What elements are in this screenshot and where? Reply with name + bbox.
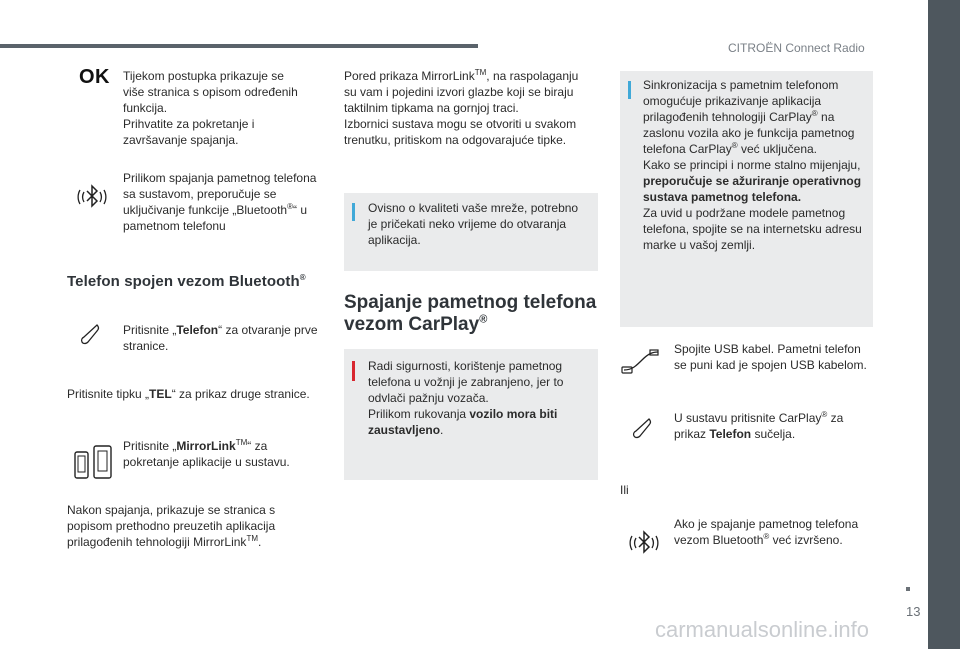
bluetooth-icon <box>624 522 664 562</box>
warning-box-safety: Radi sigurnosti, korištenje pametnog telefona u vožnji je zabranjeno, jer to odvlači pažnju vozača. Prilikom rukovanja vozilo mora biti zaustavljeno. <box>344 349 598 480</box>
carplay-instruction: U sustavu pritisnite CarPlay® za prikaz Telefon sučelja. <box>674 410 844 441</box>
header-bar <box>0 44 478 48</box>
side-tab <box>928 0 960 649</box>
ok-icon: OK <box>79 66 110 88</box>
watermark: carmanualsonline.info <box>655 617 870 642</box>
after-connection-text: Nakon spajanja, prikazuje se stranica s popisom prethodno preuzetih aplikacija prilagođenih tehnologiji MirrorLink™. <box>67 503 276 549</box>
section-heading-carplay: Spajanje pametnog telefona vezom CarPlay® <box>344 292 597 335</box>
mirrorlink-sources-text: Pored prikaza MirrorLink™, na raspolaganju su vam i pojedini izvori glazbe koji se biraju taktilnim tipkama na gornjoj traci. Izbornici sustava mogu se otvoriti u svakom trenutku, pritiskom na odgovarajuće tipke. <box>344 68 579 147</box>
header-title: CITROËN Connect Radio <box>728 41 865 55</box>
usb-cable-icon <box>620 348 662 378</box>
info-marker-icon <box>628 81 631 99</box>
info-marker-icon <box>352 203 355 221</box>
info-box-carplay-sync: Sinkronizacija s pametnim telefonom omogućuje prikazivanje aplikacija prilagođenih tehnologiji CarPlay® na zaslonu vozila ako je funkcija pametnog telefona CarPlay® već uključena. Kako se principi i norme stalno mijenjaju, preporučuje se ažuriranje operativnog sustava pametnog telefona. Za uvid u podržane modele pametnog telefona, spojite se na internetsku adresu marke u vašoj zemlji. <box>620 71 873 327</box>
page-marker <box>906 587 910 591</box>
section-heading-bluetooth: Telefon spojen vezom Bluetooth® <box>67 273 306 290</box>
tel-button-instruction: Pritisnite tipku „TEL“ za prikaz druge stranice. <box>67 387 310 401</box>
telefon-instruction: Pritisnite „Telefon“ za otvaranje prve stranice. <box>123 323 318 353</box>
mirrorlink-icon <box>73 444 113 480</box>
bluetooth-already-connected: Ako je spajanje pametnog telefona vezom Bluetooth® već izvršeno. <box>674 517 859 547</box>
bluetooth-recommendation: Prilikom spajanja pametnog telefona sa sustavom, preporučuje se uključivanje funkcije „Bluetooth®“ u pametnom telefonu <box>123 171 317 233</box>
ok-description: Tijekom postupka prikazuje se više stranica s opisom određenih funkcija. Prihvatite za pokretanje i završavanje spajanja. <box>123 69 298 147</box>
or-label: Ili <box>620 483 629 497</box>
touch-press-icon <box>631 416 655 440</box>
page-number: 13 <box>906 604 921 619</box>
warning-marker-icon <box>352 361 355 381</box>
mirrorlink-instruction: Pritisnite „MirrorLink™“ za pokretanje aplikacije u sustavu. <box>123 438 290 469</box>
touch-press-icon <box>79 322 103 346</box>
info-box-network: Ovisno o kvaliteti vaše mreže, potrebno je pričekati neko vrijeme do otvaranja aplikacija. <box>344 193 598 271</box>
bluetooth-icon <box>72 176 112 216</box>
usb-instruction: Spojite USB kabel. Pametni telefon se puni kad je spojen USB kabelom. <box>674 342 867 372</box>
